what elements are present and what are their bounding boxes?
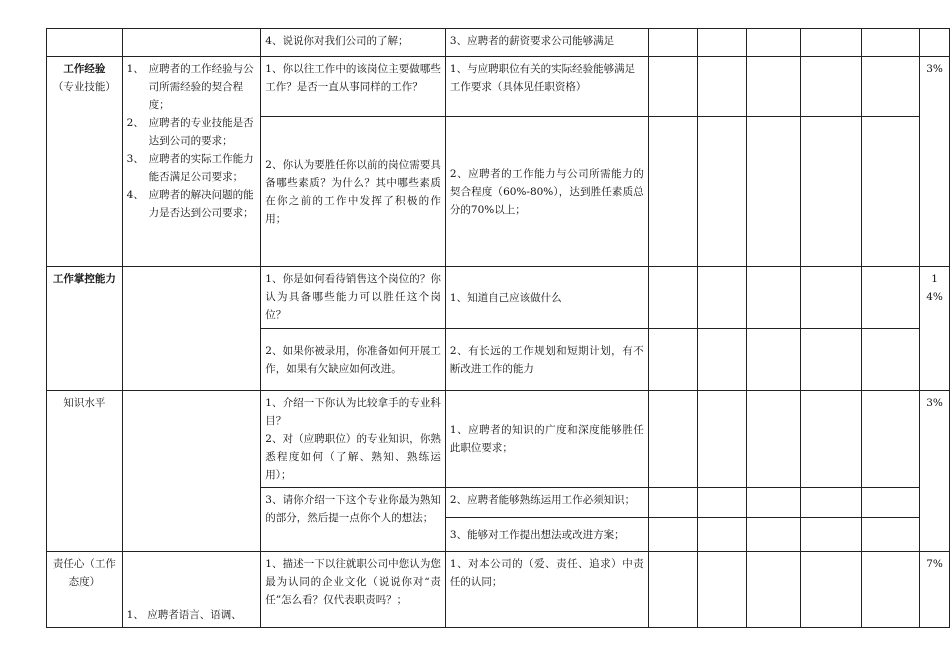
score-cell — [746, 57, 801, 117]
score-cell — [648, 267, 697, 329]
criteria-cell — [122, 267, 261, 391]
interview-evaluation-table — [46, 28, 950, 628]
score-cell — [861, 518, 919, 552]
list-item: 2、 应聘者的专业技能是否达到公司的要求； — [126, 117, 254, 147]
weight-cell: 14% — [920, 267, 950, 391]
question-cell: 2、如果你被录用，你准备如何开展工作，如果有欠缺应如何改进。 — [261, 329, 446, 391]
standard-cell: 1、对本公司的（爱、责任、追求）中责任的认同； — [445, 552, 648, 628]
score-cell — [801, 329, 861, 391]
score-cell — [697, 391, 746, 488]
score-cell — [801, 117, 861, 267]
standard-cell: 1、与应聘职位有关的实际经验能够满足工作要求（具体见任职资格） — [445, 57, 648, 117]
question-cell: 1、你是如何看待销售这个岗位的？你认为具备哪些能力可以胜任这个岗位？ — [261, 267, 446, 329]
score-cell — [697, 552, 746, 628]
question-cell: 3、请你介绍一下这个专业你最为熟知的部分，然后提一点你个人的想法； — [261, 488, 446, 552]
score-cell — [697, 488, 746, 518]
weight-cell: 3% — [920, 391, 950, 552]
question-cell: 4、说说你对我们公司的了解； — [261, 29, 446, 57]
standard-cell: 1、知道自己应该做什么 — [445, 267, 648, 329]
question-cell: 1、描述一下以往就职公司中您认为您最为认同的企业文化（说说你对“责任”怎么看？仅代表职责吗？； — [261, 552, 446, 628]
category-knowledge: 知识水平 — [47, 391, 123, 552]
score-cell — [861, 267, 919, 329]
score-cell — [801, 57, 861, 117]
score-cell — [648, 552, 697, 628]
standard-cell: 2、有长远的工作规划和短期计划，有不断改进工作的能力 — [445, 329, 648, 391]
score-cell — [801, 488, 861, 518]
score-cell — [801, 552, 861, 628]
category-cell — [47, 29, 123, 57]
table-row — [47, 29, 950, 57]
criteria-cell — [122, 57, 261, 267]
score-cell — [861, 57, 919, 117]
standard-cell: 3、能够对工作提出想法或改进方案； — [445, 518, 648, 552]
criteria-cell: 1、 应聘者语言、语调、 — [122, 552, 261, 628]
score-cell — [746, 391, 801, 488]
criteria-cell — [122, 29, 261, 57]
score-cell — [648, 117, 697, 267]
score-cell — [697, 518, 746, 552]
score-cell — [648, 391, 697, 488]
score-cell — [648, 329, 697, 391]
list-item: 4、 应聘者的解决问题的能力是否达到公司要求； — [126, 189, 254, 219]
list-item: 3、 应聘者的实际工作能力能否满足公司要求； — [126, 153, 254, 183]
score-cell — [861, 391, 919, 488]
table-row — [47, 267, 950, 329]
score-cell — [697, 57, 746, 117]
score-cell — [697, 117, 746, 267]
standard-cell: 3、应聘者的薪资要求公司能够满足 — [445, 29, 648, 57]
score-cell — [697, 267, 746, 329]
score-cell — [697, 29, 746, 57]
score-cell — [648, 57, 697, 117]
criteria-list — [127, 60, 257, 222]
score-cell — [861, 117, 919, 267]
category-title: 工作经验 — [63, 63, 106, 75]
score-cell — [746, 552, 801, 628]
standard-cell: 2、应聘者能够熟练运用工作必须知识； — [445, 488, 648, 518]
category-subtitle: （专业技能） — [52, 81, 116, 93]
category-work-control: 工作掌控能力 — [47, 267, 123, 391]
score-cell — [801, 267, 861, 329]
question-cell: 1、介绍一下你认为比较拿手的专业科目？ 2、对（应聘职位）的专业知识，你熟悉程度如何（了解、熟知、熟练运用）； — [261, 391, 446, 488]
score-cell — [648, 488, 697, 518]
score-cell — [746, 29, 801, 57]
weight-cell: 3% — [920, 57, 950, 267]
score-cell — [746, 117, 801, 267]
table-row — [47, 391, 950, 488]
list-item: 1、 应聘者的工作经验与公司所需经验的契合程度； — [126, 63, 254, 111]
score-cell — [801, 391, 861, 488]
category-work-experience — [47, 57, 123, 267]
standard-cell: 2、应聘者的工作能力与公司所需能力的契合程度（60%-80%），达到胜任素质总分的70%以上； — [445, 117, 648, 267]
table-row — [47, 552, 950, 628]
category-responsibility: 责任心（工作态度） — [47, 552, 123, 628]
weight-cell: 7% — [920, 552, 950, 628]
score-cell — [801, 29, 861, 57]
score-cell — [746, 518, 801, 552]
table-row — [47, 57, 950, 117]
standard-cell: 1、应聘者的知识的广度和深度能够胜任此职位要求； — [445, 391, 648, 488]
question-cell: 2、你认为要胜任你以前的岗位需要具备哪些素质？为什么？其中哪些素质在你之前的工作中发挥了积极的作用； — [261, 117, 446, 267]
score-cell — [648, 518, 697, 552]
score-cell — [861, 552, 919, 628]
criteria-cell — [122, 391, 261, 552]
score-cell — [648, 29, 697, 57]
score-cell — [801, 518, 861, 552]
score-cell — [861, 329, 919, 391]
score-cell — [861, 29, 919, 57]
score-cell — [746, 329, 801, 391]
score-cell — [861, 488, 919, 518]
score-cell — [746, 267, 801, 329]
score-cell — [697, 329, 746, 391]
question-cell: 1、你以往工作中的该岗位主要做哪些工作？是否一直从事同样的工作？ — [261, 57, 446, 117]
score-cell — [746, 488, 801, 518]
weight-cell — [920, 29, 950, 57]
